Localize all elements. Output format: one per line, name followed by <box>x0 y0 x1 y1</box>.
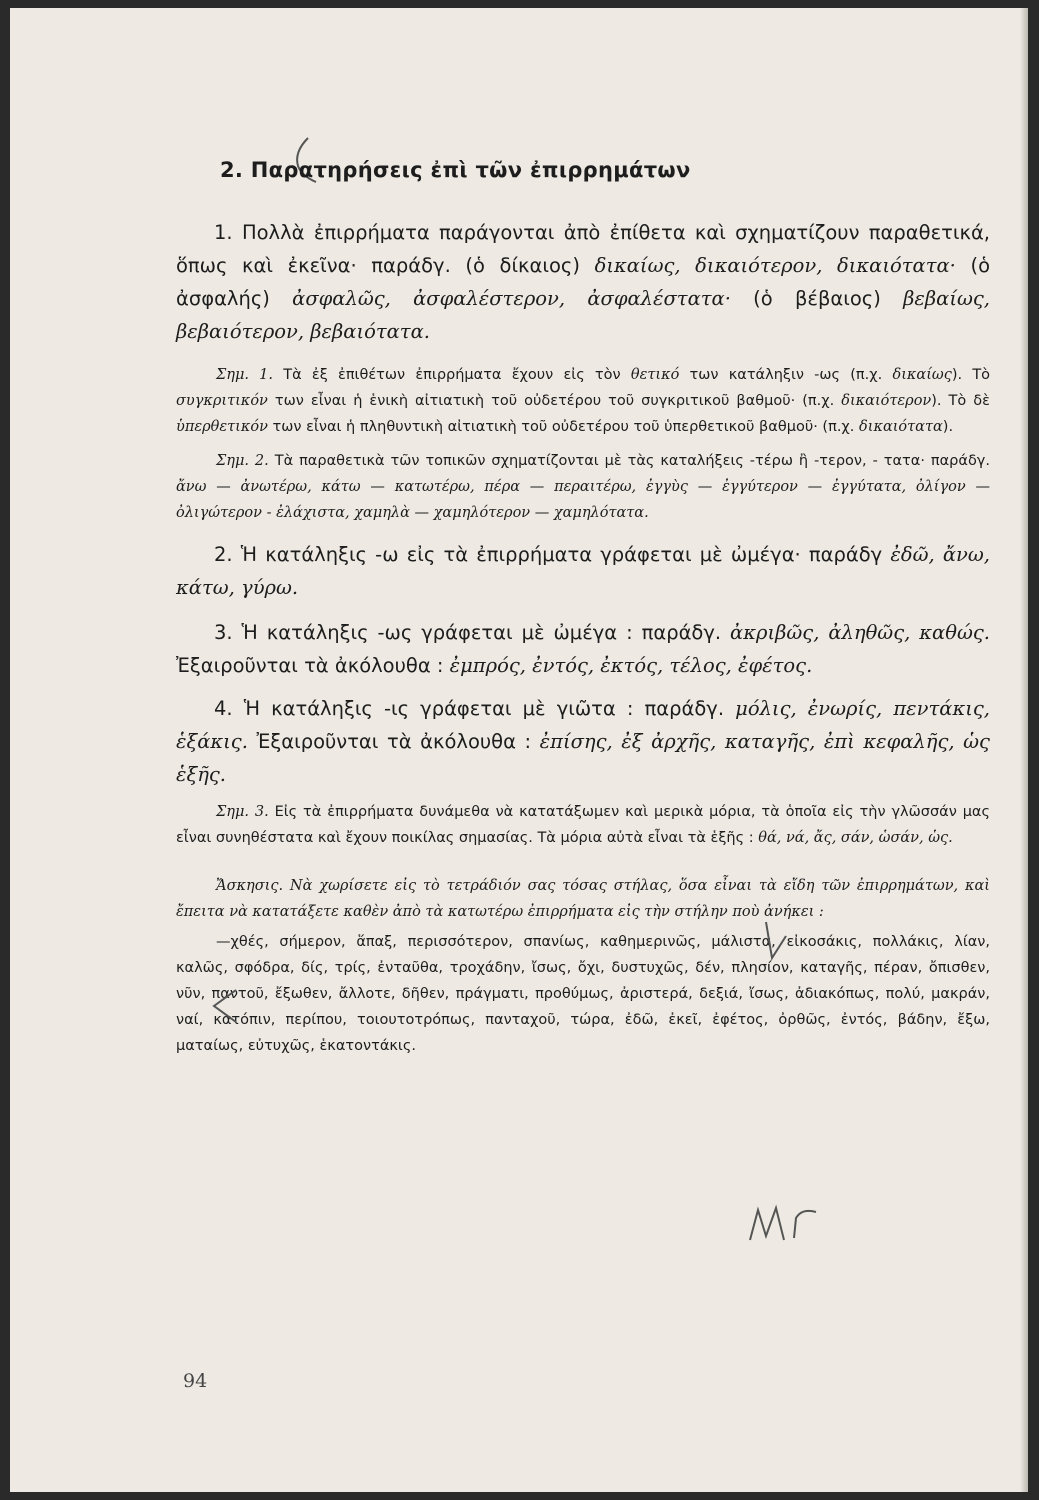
note1-b: θετικό <box>630 367 680 383</box>
p4-d: ἐπίσης, ἐξ ἀρχῆς, καταγῆς, ἐπὶ κεφαλῆς, ὡς ἑξῆς. <box>176 730 990 786</box>
note1-j: ὑπερθετικόν <box>176 419 268 435</box>
p3-c: Ἐξαιροῦνται τὰ ἀκόλουθα : <box>176 654 444 677</box>
note1-i: ). Τὸ δὲ <box>931 393 991 409</box>
note-1 <box>176 362 990 440</box>
p4-c: Ἐξαιροῦνται τὰ ἀκόλουθα : <box>256 730 532 753</box>
pencil-bracket-mark <box>762 918 792 978</box>
note1-k: των εἶναι ἡ πληθυντικὴ αἰτιατικὴ τοῦ οὐδετέρου τοῦ ὑπερθετικοῦ βαθμοῦ· (π.χ. <box>272 419 855 435</box>
p1-text-e: (ὁ βέβαιος) <box>753 287 881 310</box>
note-2 <box>176 448 990 526</box>
p1-example-a: δικαίως, δικαιότερον, δικαιότατα· <box>594 254 956 277</box>
scan-edge <box>1020 8 1028 1492</box>
p2-b: ἐδῶ, ἄνω, κάτω, γύρω. <box>176 543 991 599</box>
main-content <box>176 158 990 1059</box>
p1-example-c: βεβαίως, βεβαιότερον, βεβαιότατα. <box>176 287 990 343</box>
note1-f: συγκριτικόν <box>176 393 268 409</box>
note1-e: ). Τὸ <box>951 367 991 383</box>
paragraph-3 <box>176 616 990 682</box>
note1-g: των εἶναι ἡ ἑνικὴ αἰτιατικὴ τοῦ οὐδετέρου τοῦ συγκριτικοῦ βαθμοῦ· (π.χ. <box>274 393 835 409</box>
paragraph-1 <box>176 216 990 348</box>
pencil-angle-mark <box>206 988 246 1028</box>
p3-d: ἐμπρός, ἐντός, ἐκτός, τέλος, ἐφέτος. <box>449 654 813 677</box>
note1-d: δικαίως <box>892 367 952 383</box>
page-number: 94 <box>183 1370 208 1392</box>
p4-b: μόλις, ἐνωρίς, πεντάκις, ἑξάκις. <box>176 697 991 753</box>
note1-c: των κατάληξιν -ως (π.χ. <box>689 367 883 383</box>
paragraph-4 <box>176 692 990 791</box>
note1-label: Σημ. 1. <box>216 367 274 383</box>
exercise-word-list: —χθές, σήμερον, ἅπαξ, περισσότερον, σπανίως, καθημερινῶς, μάλιστα, εἰκοσάκις, πολλάκις, λίαν, καλῶς, σφόδρα, δίς, τρίς, ἐνταῦθα, τροχάδην, ἴσως, ὄχι, δυστυχῶς, δέν, πλησίον, καταγῆς, πέραν, ὄπισθεν, νῦν, παντοῦ, ἔξωθεν, ἄλλοτε, δῆθεν, πράγματι, προθύμως, ἀριστερά, δεξιά, ἴσως, ἀδιακόπως, πολύ, μακράν, ναί, κατόπιν, περίπου, τοιουτοτρόπως, πανταχοῦ, τώρα, ἐδῶ, ἐκεῖ, ἐφέτος, ὀρθῶς, ἐντός, βάδην, ἔξω, ματαίως, εὐτυχῶς, ἑκατοντάκις. <box>176 934 990 1054</box>
p1-example-b: ἀσφαλῶς, ἀσφαλέστερον, ἀσφαλέστατα· <box>292 287 731 310</box>
note2-b: ἄνω — ἀνωτέρω, κάτω — κατωτέρω, πέρα — περαιτέρω, ἐγγὺς — ἐγγύτερον — ἐγγύτατα, ὀλίγον — ὀλιγώτερον - ἐλάχιστα, χαμηλὰ — χαμηλότερον — χαμηλότατα. <box>176 479 990 521</box>
note1-h: δικαιότερον <box>841 393 932 409</box>
section-title: 2. Παρατηρήσεις ἐπὶ τῶν ἐπιρρημάτων <box>220 158 691 182</box>
note3-label: Σημ. 3. <box>216 804 269 820</box>
note1-a: Τὰ ἐξ ἐπιθέτων ἐπιρρήματα ἔχουν εἰς τὸν <box>283 367 621 383</box>
p1-text-a: 1. Πολλὰ ἐπιρρήματα παράγονται ἀπὸ ἐπίθετα καὶ σχηματίζουν παραθετικά, ὅπως καὶ ἐκεῖνα· παράδγ. (ὁ δίκαιος) <box>176 221 990 277</box>
p3-a: 3. Ἡ κατάληξις -ως γράφεται μὲ ὠμέγα : παράδγ. <box>214 621 722 644</box>
note3-a: Εἰς τὰ ἐπιρρήματα δυνάμεθα νὰ κατατάξωμεν καὶ μερικὰ μόρια, τὰ ὁποῖα εἰς τὴν γλῶσσάν μας εἶναι συνηθέστατα καὶ ἔχουν ποικίλας σημασίας. Τὰ μόρια αὐτὰ εἶναι τὰ ἑξῆς : <box>176 804 990 846</box>
p2-a: 2. Ἡ κατάληξις -ω εἰς τὰ ἐπιρρήματα γράφεται μὲ ὠμέγα· παράδγ <box>214 543 883 566</box>
paragraph-2 <box>176 538 990 604</box>
note1-m: ). <box>942 419 954 435</box>
pencil-initials-mark <box>746 1200 826 1250</box>
note3-b: θά, νά, ἄς, σάν, ὡσάν, ὡς. <box>758 830 953 846</box>
note-3 <box>176 799 990 851</box>
p1-text-c: (ὁ ἀσφαλής) <box>176 254 991 310</box>
exercise-instructions: Ἄσκησις. Νὰ χωρίσετε εἰς τὸ τετράδιόν σας τόσας στήλας, ὅσα εἶναι τὰ εἴδη τῶν ἐπιρρημάτων, καὶ ἔπειτα νὰ κατατάξετε καθὲν ἀπὸ τὰ κατωτέρω ἐπιρρήματα εἰς τὴν στήλην ποὺ ἀνήκει : <box>176 878 990 920</box>
p3-b: ἀκριβῶς, ἀληθῶς, καθώς. <box>730 621 990 644</box>
note1-l: δικαιότατα <box>859 419 943 435</box>
document-page <box>10 8 1028 1492</box>
note2-a: Τὰ παραθετικὰ τῶν τοπικῶν σχηματίζονται μὲ τὰς καταλήξεις -τέρω ἢ -τερον, - τατα· παράδγ. <box>274 453 991 469</box>
note2-label: Σημ. 2. <box>216 453 269 469</box>
p4-a: 4. Ἡ κατάληξις -ις γράφεται μὲ γιῶτα : παράδγ. <box>214 697 725 720</box>
